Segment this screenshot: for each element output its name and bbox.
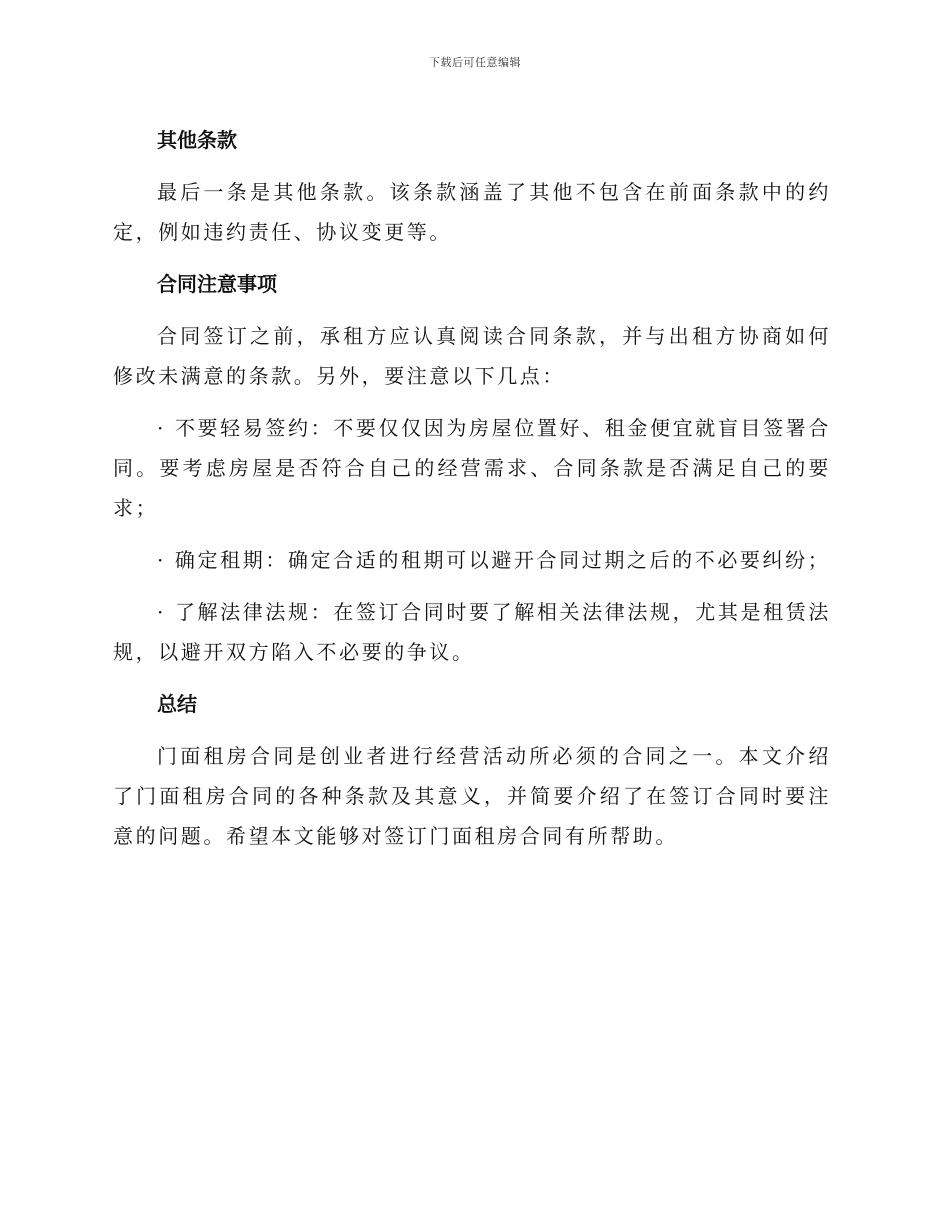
bullet-item-determine-lease-term: · 确定租期：确定合适的租期可以避开合同过期之后的不必要纠纷； <box>157 548 831 572</box>
page-header: 下载后可任意编辑 <box>429 56 521 69</box>
section-heading-contract-notes: 合同注意事项 <box>157 272 277 296</box>
bullet-item-dont-sign-hastily: · 不要轻易签约：不要仅仅因为房屋位置好、租金便宜就盲目签署合同。要考虑房屋是否符合自己的经营需求、合同条款是否满足自己的要求； <box>113 416 831 520</box>
section-heading-other-terms: 其他条款 <box>157 128 237 152</box>
section-heading-summary: 总结 <box>157 692 197 716</box>
paragraph-summary: 门面租房合同是创业者进行经营活动所必须的合同之一。本文介绍了门面租房合同的各种条款及其意义，并简要介绍了在签订合同时要注意的问题。希望本文能够对签订门面租房合同有所帮助。 <box>113 744 831 848</box>
document-body <box>113 108 831 856</box>
bullet-item-know-laws: · 了解法律法规：在签订合同时要了解相关法律法规，尤其是租赁法规，以避开双方陷入不必要的争议。 <box>113 600 831 664</box>
paragraph-contract-notes-intro: 合同签订之前，承租方应认真阅读合同条款，并与出租方协商如何修改未满意的条款。另外，要注意以下几点： <box>113 324 831 388</box>
paragraph-other-terms: 最后一条是其他条款。该条款涵盖了其他不包含在前面条款中的约定，例如违约责任、协议变更等。 <box>113 180 831 244</box>
